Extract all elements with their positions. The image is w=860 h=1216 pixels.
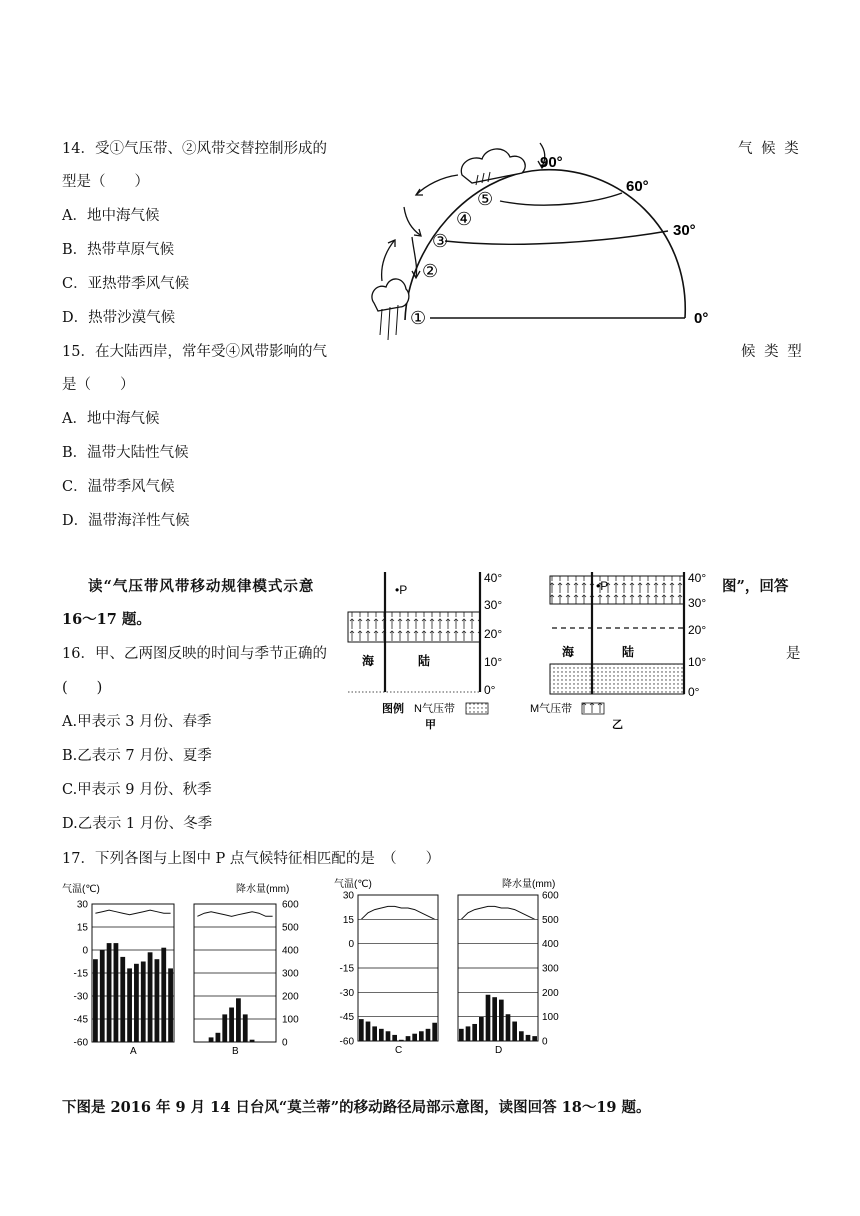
- lat-30-label: 30°: [673, 222, 696, 239]
- q15-stem-right: 候 类 型: [741, 344, 804, 360]
- precip-bar-d-2: [466, 1026, 471, 1041]
- lat-0-label: 0°: [694, 310, 709, 327]
- tick-temp-ab-6: -60: [73, 1037, 88, 1049]
- axis-a-10: 10°: [484, 655, 503, 669]
- legend-n-label: N气压带: [414, 703, 455, 715]
- precip-bar-b-9: [250, 1040, 255, 1042]
- q15-option-a: A．地中海气候: [62, 411, 160, 427]
- climate-charts-cd: [330, 875, 570, 1060]
- precip-bar-c-3: [372, 1026, 377, 1041]
- lat-60-label: 60°: [626, 178, 649, 195]
- precip-bar-c-5: [386, 1031, 391, 1041]
- q17-stem: 17．下列各图与上图中 P 点气候特征相匹配的是 （ ）: [62, 851, 441, 867]
- tick-temp-ab-1: 15: [76, 922, 88, 934]
- tick-precip-cd-3: 300: [542, 963, 559, 975]
- q16-option-c: C.甲表示 9 月份、秋季: [62, 782, 212, 798]
- zone-3-label: ③: [432, 231, 449, 251]
- q15-option-c: C．温带季风气候: [62, 479, 175, 495]
- precip-bar-d-7: [499, 1000, 504, 1041]
- precip-bar-d-3: [472, 1024, 477, 1041]
- precip-bar-c-7: [399, 1040, 404, 1041]
- land-label-b: 陆: [622, 645, 635, 659]
- axis-a-0: 0°: [484, 683, 496, 697]
- tick-temp-cd-0: 30: [342, 890, 354, 902]
- q15-stem-line2: 是（ ）: [62, 377, 135, 393]
- precip-bar-a-7: [134, 964, 139, 1042]
- q16-stem-right: 是: [786, 646, 801, 662]
- land-label-a: 陆: [418, 654, 431, 668]
- q14-option-c: C．亚热带季风气候: [62, 276, 190, 292]
- globe-belt-diagram: [360, 135, 740, 350]
- precip-bar-b-4: [216, 1033, 221, 1042]
- precip-bar-c-2: [366, 1022, 371, 1041]
- tick-precip-ab-1: 500: [282, 922, 299, 934]
- intro-16-17-right: 图”，回答: [722, 578, 789, 595]
- q14-option-b: B．热带草原气候: [62, 242, 175, 258]
- precip-bar-b-5: [222, 1014, 227, 1042]
- q14-stem: 14．受①气压带、②风带交替控制形成的: [62, 141, 327, 157]
- precip-bar-c-10: [419, 1031, 424, 1041]
- climate-charts-ab: [60, 880, 320, 1060]
- tick-precip-cd-6: 0: [542, 1036, 548, 1048]
- precip-bar-a-4: [114, 943, 119, 1042]
- precip-bar-a-6: [127, 968, 132, 1042]
- precip-bar-b-7: [236, 998, 241, 1042]
- precip-bar-a-9: [148, 952, 153, 1042]
- precip-bar-c-12: [432, 1023, 437, 1041]
- tick-precip-ab-0: 600: [282, 899, 299, 911]
- tick-temp-cd-6: -60: [339, 1036, 354, 1048]
- precip-label-ab: 降水量(mm): [236, 884, 290, 895]
- tick-temp-cd-2: 0: [348, 939, 354, 951]
- zone-1-label: ①: [410, 308, 427, 328]
- q16-option-b: B.乙表示 7 月份、夏季: [62, 748, 212, 764]
- zone-5-label: ⑤: [477, 189, 494, 209]
- tick-temp-ab-2: 0: [82, 945, 88, 957]
- precip-bar-a-2: [100, 950, 105, 1042]
- precip-bar-a-8: [141, 962, 146, 1043]
- tick-precip-cd-2: 400: [542, 939, 559, 951]
- panel-label-c: C: [395, 1045, 403, 1056]
- panel-b-label: 乙: [612, 719, 623, 731]
- q15-option-d: D．温带海洋性气候: [62, 513, 190, 529]
- sea-label-a: 海: [362, 654, 375, 668]
- axis-a-20: 20°: [484, 627, 503, 641]
- tick-temp-ab-0: 30: [76, 899, 88, 911]
- axis-b-30: 30°: [688, 596, 707, 610]
- q16-option-a: A.甲表示 3 月份、春季: [62, 714, 212, 730]
- q16-option-d: D.乙表示 1 月份、冬季: [62, 816, 213, 832]
- axis-b-0: 0°: [688, 685, 700, 699]
- tick-temp-cd-5: -45: [339, 1012, 354, 1024]
- q14-stem-right: 气 候 类: [738, 141, 801, 157]
- axis-a-30: 30°: [484, 598, 503, 612]
- tick-temp-ab-4: -30: [73, 991, 88, 1003]
- precip-bar-d-11: [526, 1035, 531, 1041]
- zone-2-label: ②: [422, 261, 439, 281]
- panel-label-a: A: [130, 1046, 137, 1057]
- panel-a-label: 甲: [425, 719, 436, 731]
- precip-bar-d-1: [459, 1029, 464, 1041]
- precip-bar-c-8: [406, 1036, 411, 1041]
- tick-precip-ab-4: 200: [282, 991, 299, 1003]
- precip-bar-a-5: [120, 957, 125, 1042]
- q14-option-d: D．热带沙漠气候: [62, 310, 176, 326]
- sea-label-b: 海: [562, 645, 575, 659]
- tick-temp-ab-3: -15: [73, 968, 88, 980]
- q16-stem: 16．甲、乙两图反映的时间与季节正确的: [62, 646, 327, 662]
- precip-bar-d-5: [486, 995, 491, 1041]
- precip-bar-a-10: [155, 959, 160, 1042]
- intro-18-19: 下图是 2016 年 9 月 14 日台风“莫兰蒂”的移动路径局部示意图，读图回答 18～19 题。: [62, 1099, 651, 1116]
- panel-label-d: D: [495, 1045, 503, 1056]
- q14-stem-line2: 型是（ ）: [62, 174, 149, 190]
- temp-label-cd: 气温(℃): [334, 879, 372, 890]
- precip-bar-d-10: [519, 1031, 524, 1041]
- legend-m-swatch: [582, 703, 604, 714]
- lat-90-label: 90°: [540, 154, 563, 171]
- precip-bar-c-11: [426, 1029, 431, 1041]
- point-p-label-b: •P: [596, 579, 609, 593]
- precip-bar-a-3: [107, 943, 112, 1042]
- q16-stem-line2: ( ): [62, 680, 103, 696]
- q14-option-a: A．地中海气候: [62, 208, 160, 224]
- panel-label-b: B: [232, 1046, 239, 1057]
- point-p-label-a: •P: [395, 583, 408, 597]
- precip-label-cd: 降水量(mm): [502, 879, 556, 890]
- precip-bar-c-4: [379, 1029, 384, 1041]
- axis-a-40: 40°: [484, 571, 503, 585]
- tick-precip-ab-3: 300: [282, 968, 299, 980]
- tick-precip-cd-5: 100: [542, 1012, 559, 1024]
- precip-bar-d-9: [512, 1022, 517, 1041]
- precip-bar-b-6: [229, 1008, 234, 1043]
- tick-temp-ab-5: -45: [73, 1014, 88, 1026]
- zone-4-label: ④: [456, 209, 473, 229]
- tick-precip-cd-0: 600: [542, 890, 559, 902]
- axis-b-40: 40°: [688, 571, 707, 585]
- q15-stem: 15．在大陆西岸，常年受④风带影响的气: [62, 344, 327, 360]
- precip-bar-d-12: [532, 1036, 537, 1041]
- tick-temp-cd-3: -15: [339, 963, 354, 975]
- precip-bar-a-11: [161, 948, 166, 1042]
- tick-precip-cd-1: 500: [542, 914, 559, 926]
- tick-temp-cd-4: -30: [339, 987, 354, 999]
- precip-bar-d-8: [506, 1014, 511, 1041]
- tick-precip-cd-4: 200: [542, 987, 559, 999]
- legend-title: 图例: [382, 703, 404, 715]
- precip-bar-a-1: [93, 959, 98, 1042]
- precip-bar-b-3: [209, 1037, 214, 1042]
- intro-16-17-line2: 16～17 题。: [62, 611, 151, 628]
- q15-option-b: B．温带大陆性气候: [62, 445, 189, 461]
- tick-precip-ab-5: 100: [282, 1014, 299, 1026]
- precip-bar-c-9: [412, 1034, 417, 1041]
- tick-precip-ab-6: 0: [282, 1037, 288, 1049]
- precip-bar-c-6: [392, 1035, 397, 1041]
- legend-n-swatch: [466, 703, 488, 714]
- precip-bar-b-8: [243, 1014, 248, 1042]
- belt-movement-diagram: [340, 570, 720, 732]
- axis-b-10: 10°: [688, 655, 707, 669]
- precip-bar-d-4: [479, 1017, 484, 1041]
- tick-temp-cd-1: 15: [342, 914, 354, 926]
- precip-bar-a-12: [168, 968, 173, 1042]
- intro-16-17: 读“气压带风带移动规律模式示意: [88, 578, 315, 595]
- precip-bar-d-6: [492, 997, 497, 1041]
- tick-precip-ab-2: 400: [282, 945, 299, 957]
- axis-b-20: 20°: [688, 623, 707, 637]
- precip-bar-c-1: [359, 1019, 364, 1041]
- legend-m-label: M气压带: [530, 703, 573, 715]
- temp-label-ab: 气温(℃): [62, 884, 100, 895]
